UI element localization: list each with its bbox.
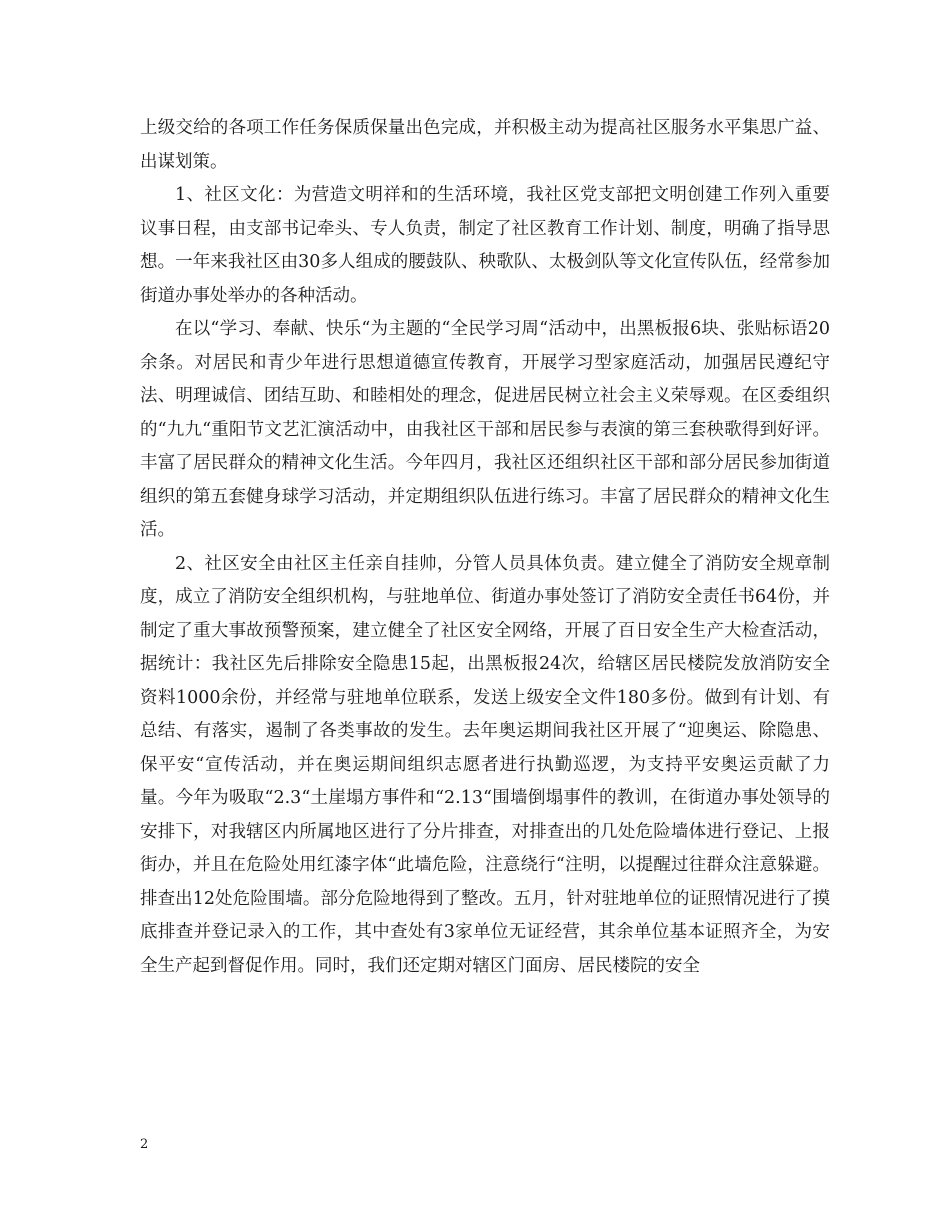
paragraph-learning-week: 在以“学习、奉献、快乐“为主题的“全民学习周“活动中，出黑板报6块、张贴标语20余条。对居民和青少年进行思想道德宣传教育，开展学习型家庭活动，加强居民遵纪守法、明理诚信、团结互助、和睦相处的理念，促进居民树立社会主义荣辱观。在区委组织的“九九“重阳节文艺汇演活动中，由我社区干部和居民参与表演的第三套秧歌得到好评。丰富了居民群众的精神文化生活。今年四月，我社区还组织社区干部和部分居民参加街道组织的第五套健身球学习活动，并定期组织队伍进行练习。丰富了居民群众的精神文化生活。 <box>140 319 830 540</box>
document-body <box>140 112 830 983</box>
paragraph-community-safety: 2、社区安全由社区主任亲自挂帅，分管人员具体负责。建立健全了消防安全规章制度，成立了消防安全组织机构，与驻地单位、街道办事处签订了消防安全责任书64份，并制定了重大事故预警预案，建立健全了社区安全网络，开展了百日安全生产大检查活动，据统计：我社区先后排除安全隐患15起，出黑板报24次，给辖区居民楼院发放消防安全资料1000余份，并经常与驻地单位联系，发送上级安全文件180多份。做到有计划、有总结、有落实，遏制了各类事故的发生。去年奥运期间我社区开展了“迎奥运、除隐患、保平安“宣传活动，并在奥运期间组织志愿者进行执勤巡逻，为支持平安奥运贡献了力量。今年为吸取“2.3“土崖塌方事件和“2.13“围墙倒塌事件的教训，在街道办事处领导的安排下，对我辖区内所属地区进行了分片排查，对排查出的几处危险墙体进行登记、上报街办，并且在危险处用红漆字体“此墙危险，注意绕行“注明，以提醒过往群众注意躲避。排查出12处危险围墙。部分危险地得到了整改。五月，针对驻地单位的证照情况进行了摸底排查并登记录入的工作，其中查处有3家单位无证经营，其余单位基本证照齐全，为安全生产起到督促作用。同时，我们还定期对辖区门面房、居民楼院的安全 <box>140 553 830 976</box>
paragraph-community-culture: 1、社区文化：为营造文明祥和的生活环境，我社区党支部把文明创建工作列入重要议事日程，由支部书记牵头、专人负责，制定了社区教育工作计划、制度，明确了指导思想。一年来我社区由30多人组成的腰鼓队、秧歌队、太极剑队等文化宣传队伍，经常参加街道办事处举办的各种活动。 <box>140 185 830 306</box>
paragraph-intro-continuation: 上级交给的各项工作任务保质保量出色完成，并积极主动为提高社区服务水平集思广益、出谋划策。 <box>140 118 830 172</box>
page-number: 2 <box>140 1137 149 1152</box>
